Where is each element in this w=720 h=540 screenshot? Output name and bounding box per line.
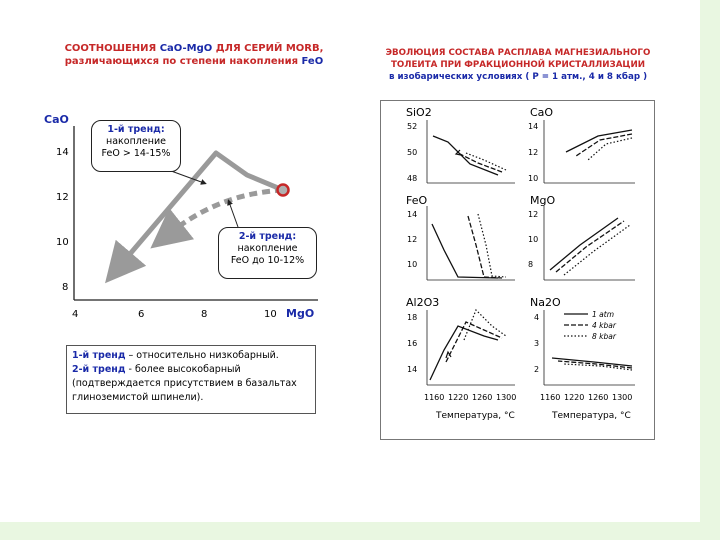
temp-tick: 1260 [472, 393, 493, 402]
trend-1-note-text: накопление [106, 136, 166, 147]
mgo-label: MgO [530, 194, 556, 207]
temp-tick: 1160 [424, 393, 445, 402]
al2o3-tick: 14 [407, 365, 418, 374]
al2o3-tick: 18 [407, 313, 418, 322]
al2o3-tick: 16 [407, 339, 418, 348]
al2o3-label: Al2O3 [406, 296, 440, 309]
sio2-tick: 52 [407, 122, 418, 131]
left-title-feo: FeO [301, 56, 324, 67]
temp-tick: 1260 [588, 393, 609, 402]
feo-tick: 12 [407, 235, 418, 244]
cao-label: CaO [530, 106, 554, 119]
trend-1-note-text: FeO > 14-15% [101, 148, 171, 159]
y-axis-label: CaO [44, 113, 69, 126]
start-point-marker [278, 185, 289, 196]
temp-tick: 1220 [564, 393, 585, 402]
x-axis-label: MgO [286, 307, 315, 320]
temp-tick: 1300 [612, 393, 633, 402]
feo-tick: 10 [407, 260, 418, 269]
feo-label: FeO [406, 194, 428, 207]
temp-tick: 1300 [496, 393, 517, 402]
temp-tick: 1220 [448, 393, 469, 402]
mgo-tick: 10 [528, 235, 539, 244]
left-title-part: СООТНОШЕНИЯ [64, 43, 160, 54]
left-title-part: ДЛЯ СЕРИЙ MORB, [212, 43, 324, 54]
legend-8kbar: 8 kbar [592, 332, 616, 341]
legend-1atm: 1 atm [592, 310, 614, 319]
right-title-line: ТОЛЕИТА ПРИ ФРАКЦИОННОЙ КРИСТАЛЛИЗАЦИИ [390, 60, 646, 70]
trend-2-desc-label: 2-й тренд [72, 364, 126, 375]
trend-2-pointer [229, 202, 238, 227]
y-tick-label: 10 [56, 237, 69, 248]
trend-1-note-label: 1-й тренд: [107, 124, 165, 135]
trend-2-note [218, 227, 317, 279]
y-tick-label: 8 [62, 282, 69, 293]
feo-tick: 14 [407, 210, 418, 219]
trend-description-box [66, 345, 316, 414]
cao-tick: 10 [528, 174, 539, 183]
legend-4kbar: 4 kbar [592, 321, 616, 330]
trend-2-desc-text: - более высокобарный [125, 364, 241, 375]
trend-1-desc-text: – относительно низкобарный. [125, 350, 279, 361]
description-text: (подтверждается присутствием в базальтах [72, 378, 297, 389]
right-title-line: ЭВОЛЮЦИЯ СОСТАВА РАСПЛАВА МАГНЕЗИАЛЬНОГО [385, 48, 651, 58]
cao-tick: 14 [528, 122, 539, 131]
sio2-label: SiO2 [406, 106, 432, 119]
na2o-tick: 4 [534, 313, 540, 322]
trend-2-note-text: FeO до 10-12% [230, 255, 305, 266]
trend-1-desc-label: 1-й тренд [72, 350, 126, 361]
cao-tick: 12 [528, 148, 539, 157]
mgo-tick: 12 [528, 210, 539, 219]
temp-axis-label: Температура, °C [552, 411, 631, 421]
mgo-tick: 8 [528, 260, 534, 269]
y-tick-label: 14 [56, 147, 69, 158]
temp-tick: 1160 [540, 393, 561, 402]
melt-evolution-figure [380, 100, 680, 445]
x-tick-label: 8 [201, 309, 208, 320]
sio2-tick: 50 [407, 148, 418, 157]
na2o-tick: 3 [534, 339, 540, 348]
right-title-subline: в изобарических условиях ( Р = 1 атм., 4 и 8 кбар ) [388, 72, 648, 82]
na2o-label: Na2O [530, 296, 561, 309]
right-title [368, 47, 668, 83]
x-tick-label: 6 [138, 309, 145, 320]
na2o-tick: 2 [534, 365, 540, 374]
left-title-formula: CaO-MgO [159, 43, 213, 54]
y-tick-label: 12 [56, 192, 69, 203]
temp-axis-label: Температура, °C [436, 411, 515, 421]
sio2-tick: 48 [407, 174, 418, 183]
trend-2-note-text: накопление [237, 243, 298, 254]
x-tick-label: 10 [264, 309, 277, 320]
left-title-subline: различающихся по степени накопления [64, 56, 302, 67]
figure-frame [381, 101, 655, 440]
x-tick-label: 4 [72, 309, 79, 320]
description-text: глиноземистой шпинели). [72, 392, 204, 403]
trend-2-note-label: 2-й тренд: [238, 231, 297, 242]
trend-1-note [91, 120, 181, 172]
